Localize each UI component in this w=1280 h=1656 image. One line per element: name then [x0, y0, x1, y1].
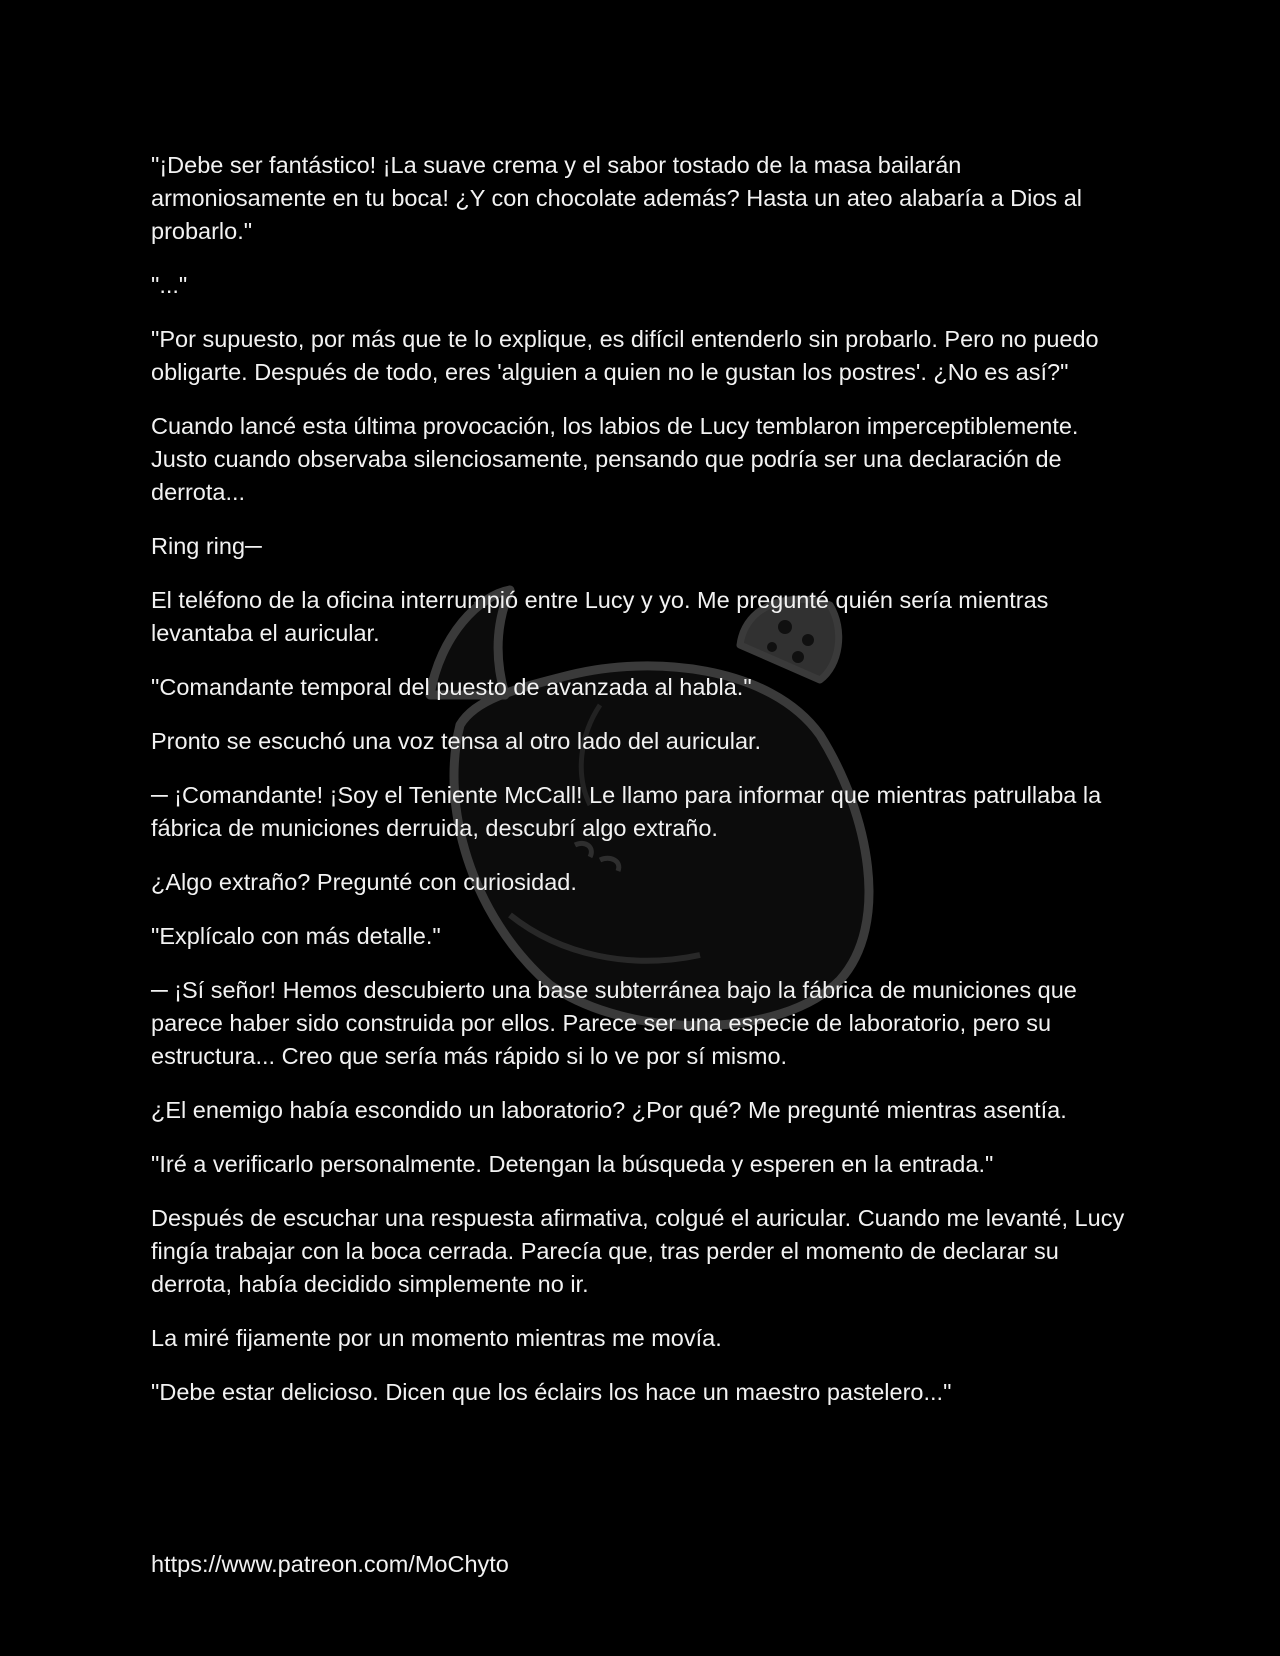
- paragraph: "Debe estar delicioso. Dicen que los éclairs los hace un maestro pastelero...": [151, 1379, 952, 1405]
- paragraph: "Explícalo con más detalle.": [151, 923, 441, 949]
- paragraph: ─ ¡Sí señor! Hemos descubierto una base subterránea bajo la fábrica de municiones que parece haber sido construida por ellos. Parece ser una especie de laboratorio, pero su estructura... Creo que sería más rápido si lo ve por sí mismo.: [151, 977, 1077, 1069]
- patreon-link[interactable]: https://www.patreon.com/MoChyto: [151, 1551, 509, 1577]
- paragraph: "Por supuesto, por más que te lo explique, es difícil entenderlo sin probarlo. Pero no puedo obligarte. Después de todo, eres 'alguien a quien no le gustan los postres'. ¿No es así?": [151, 326, 1099, 385]
- paragraph: "Comandante temporal del puesto de avanzada al habla.": [151, 674, 752, 700]
- story-text: [151, 149, 1141, 1430]
- paragraph: "¡Debe ser fantástico! ¡La suave crema y el sabor tostado de la masa bailarán armoniosamente en tu boca! ¿Y con chocolate además? Hasta un ateo alabaría a Dios al probarlo.": [151, 152, 1082, 244]
- paragraph: ¿Algo extraño? Pregunté con curiosidad.: [151, 869, 577, 895]
- paragraph: ─ ¡Comandante! ¡Soy el Teniente McCall! Le llamo para informar que mientras patrullaba la fábrica de municiones derruida, descubrí algo extraño.: [151, 782, 1102, 841]
- paragraph: Pronto se escuchó una voz tensa al otro lado del auricular.: [151, 728, 762, 754]
- paragraph: "...": [151, 272, 188, 298]
- paragraph: El teléfono de la oficina interrumpió entre Lucy y yo. Me pregunté quién sería mientras levantaba el auricular.: [151, 587, 1049, 646]
- paragraph: ¿El enemigo había escondido un laboratorio? ¿Por qué? Me pregunté mientras asentía.: [151, 1097, 1067, 1123]
- paragraph: "Iré a verificarlo personalmente. Detengan la búsqueda y esperen en la entrada.": [151, 1151, 994, 1177]
- paragraph: Después de escuchar una respuesta afirmativa, colgué el auricular. Cuando me levanté, Lucy fingía trabajar con la boca cerrada. Parecía que, tras perder el momento de declarar su derrota, había decidido simplemente no ir.: [151, 1205, 1125, 1297]
- paragraph: Cuando lancé esta última provocación, los labios de Lucy temblaron imperceptiblemente. Justo cuando observaba silenciosamente, pensando que podría ser una declaración de derrota...: [151, 413, 1079, 505]
- paragraph: Ring ring─: [151, 533, 262, 559]
- paragraph: La miré fijamente por un momento mientras me movía.: [151, 1325, 722, 1351]
